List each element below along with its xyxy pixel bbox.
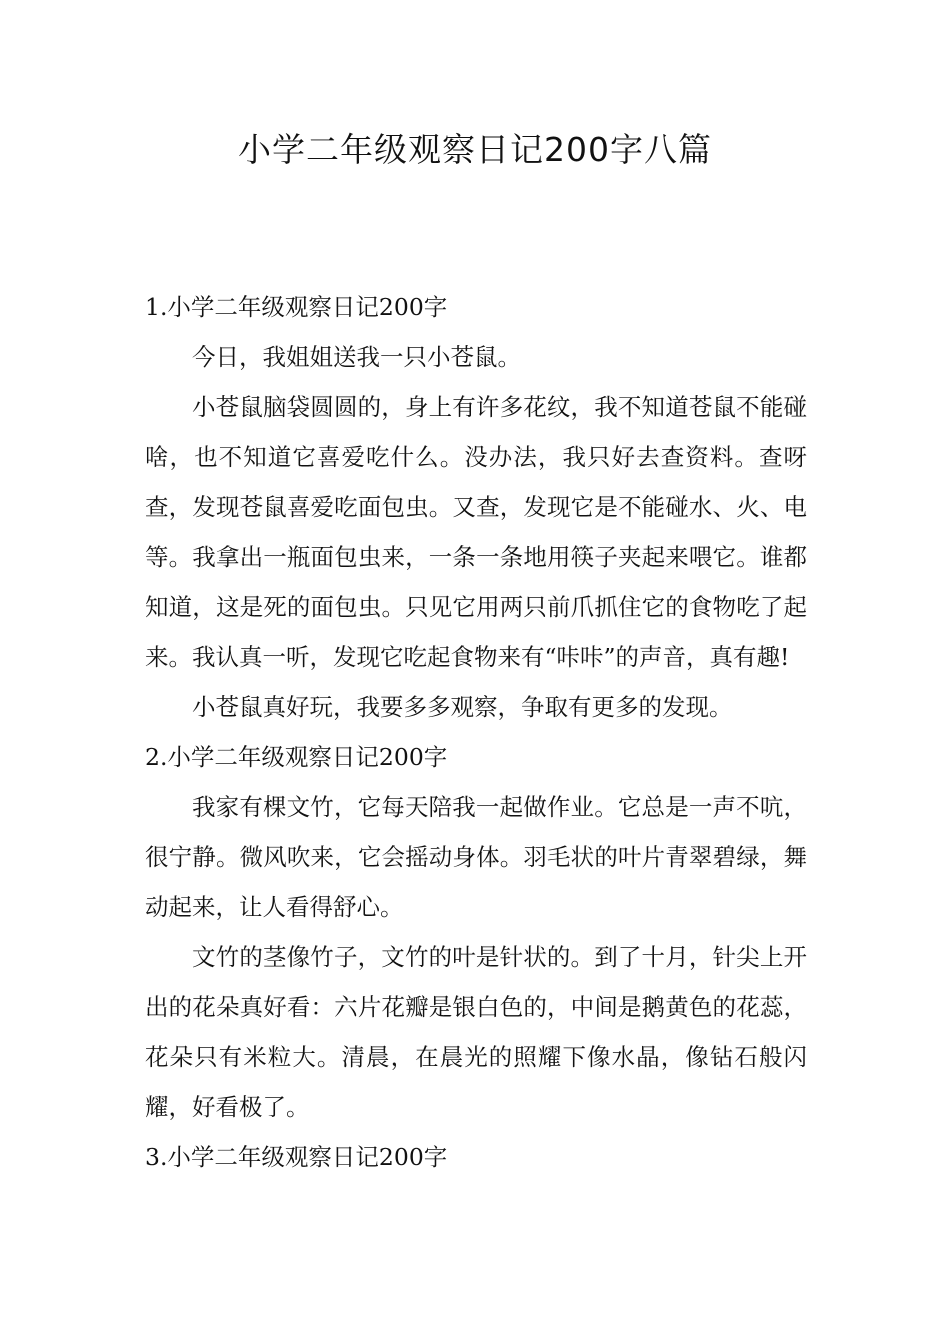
paragraph: 我家有棵文竹，它每天陪我一起做作业。它总是一声不吭，很宁静。微风吹来，它会摇动身体。羽毛状的叶片青翠碧绿，舞动起来，让人看得舒心。: [145, 793, 807, 921]
section-heading: 1.小学二年级观察日记200字: [145, 293, 448, 321]
paragraph: 小苍鼠脑袋圆圆的，身上有许多花纹，我不知道苍鼠不能碰啥，也不知道它喜爱吃什么。没办法，我只好去查资料。查呀查，发现苍鼠喜爱吃面包虫。又查，发现它是不能碰水、火、电等。我拿出一瓶面包虫来，一条一条地用筷子夹起来喂它。谁都知道，这是死的面包虫。只见它用两只前爪抓住它的食物吃了起来。我认真一听，发现它吃起食物来有“咔咔”的声音，真有趣!: [145, 393, 807, 671]
section-2: [145, 732, 807, 1132]
section-heading: 2.小学二年级观察日记200字: [145, 743, 448, 771]
paragraph: 文竹的茎像竹子，文竹的叶是针状的。到了十月，针尖上开出的花朵真好看：六片花瓣是银白色的，中间是鹅黄色的花蕊，花朵只有米粒大。清晨，在晨光的照耀下像水晶，像钻石般闪耀，好看极了。: [145, 943, 807, 1121]
document-body: [145, 282, 807, 1182]
document-title: 小学二年级观察日记200字八篇: [238, 130, 712, 169]
section-heading: 3.小学二年级观察日记200字: [145, 1143, 448, 1171]
section-3: [145, 1132, 807, 1182]
paragraph: 小苍鼠真好玩，我要多多观察，争取有更多的发现。: [192, 693, 733, 721]
section-1: [145, 282, 807, 732]
paragraph: 今日，我姐姐送我一只小苍鼠。: [192, 343, 521, 371]
